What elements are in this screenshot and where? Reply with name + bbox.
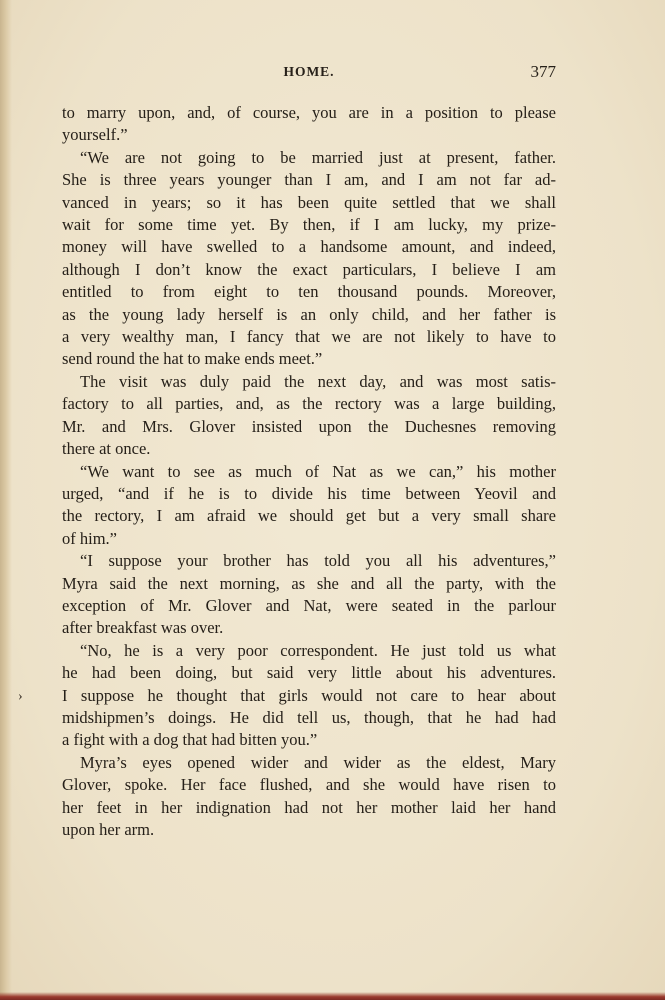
page-bottom-edge (0, 992, 665, 1000)
text-line: She is three years younger than I am, and I am not far ad- (62, 170, 556, 190)
text-line: Mr. and Mrs. Glover insisted upon the Duchesnes removing (62, 416, 556, 436)
text-line: he had been doing, but said very little about his adventures. (62, 663, 556, 683)
text-line: urged, “and if he is to divide his time between Yeovil and (62, 483, 556, 503)
page-gutter-shadow (0, 0, 12, 1000)
text-line: “We are not going to be married just at present, father. (80, 147, 556, 167)
text-line: vanced in years; so it has been quite settled that we shall (62, 192, 556, 212)
text-line: midshipmen’s doings. He did tell us, though, that he had had (62, 707, 556, 727)
text-line: although I don’t know the exact particulars, I believe I am (62, 259, 556, 279)
text-line: Glover, spoke. Her face flushed, and she would have risen to (62, 775, 556, 795)
margin-mark: › (18, 689, 23, 704)
text-line: I suppose he thought that girls would not care to hear about (62, 685, 556, 705)
text-line: upon her arm. (62, 820, 155, 839)
text-line: entitled to from eight to ten thousand pounds. Moreover, (62, 282, 556, 302)
text-line: factory to all parties, and, as the rectory was a large building, (62, 394, 556, 414)
text-line: to marry upon, and, of course, you are in a position to please (62, 103, 556, 122)
text-line: Myra said the next morning, as she and all the party, with the (62, 573, 556, 593)
text-line: “We want to see as much of Nat as we can,” his mother (80, 461, 556, 481)
text-line: a very wealthy man, I fancy that we are not likely to have to (62, 327, 556, 347)
text-line: there at once. (62, 439, 151, 459)
text-line: her feet in her indignation had not her mother laid her hand (62, 797, 556, 817)
text-line: send round the hat to make ends meet.” (62, 349, 323, 369)
page-header (62, 64, 556, 88)
page-number: 377 (530, 62, 556, 81)
body-text (62, 102, 556, 841)
text-line: of him.” (62, 528, 117, 548)
text-line: the rectory, I am afraid we should get but a very small share (62, 506, 556, 526)
text-line: The visit was duly paid the next day, and was most satis- (80, 371, 556, 391)
running-head: HOME. (283, 64, 335, 79)
text-line: yourself.” (62, 125, 128, 145)
text-line: “I suppose your brother has told you all his adventures,” (80, 551, 556, 571)
text-line: a fight with a dog that had bitten you.” (62, 730, 318, 750)
text-line: wait for some time yet. By then, if I am lucky, my prize- (62, 215, 556, 235)
text-line: “No, he is a very poor correspondent. He just told us what (80, 640, 556, 660)
text-line: money will have swelled to a handsome amount, and indeed, (62, 237, 556, 257)
text-line: as the young lady herself is an only child, and her father is (62, 304, 556, 324)
text-line: Myra’s eyes opened wider and wider as the eldest, Mary (80, 752, 556, 772)
text-line: exception of Mr. Glover and Nat, were seated in the parlour (62, 595, 556, 615)
text-line: after breakfast was over. (62, 618, 224, 638)
